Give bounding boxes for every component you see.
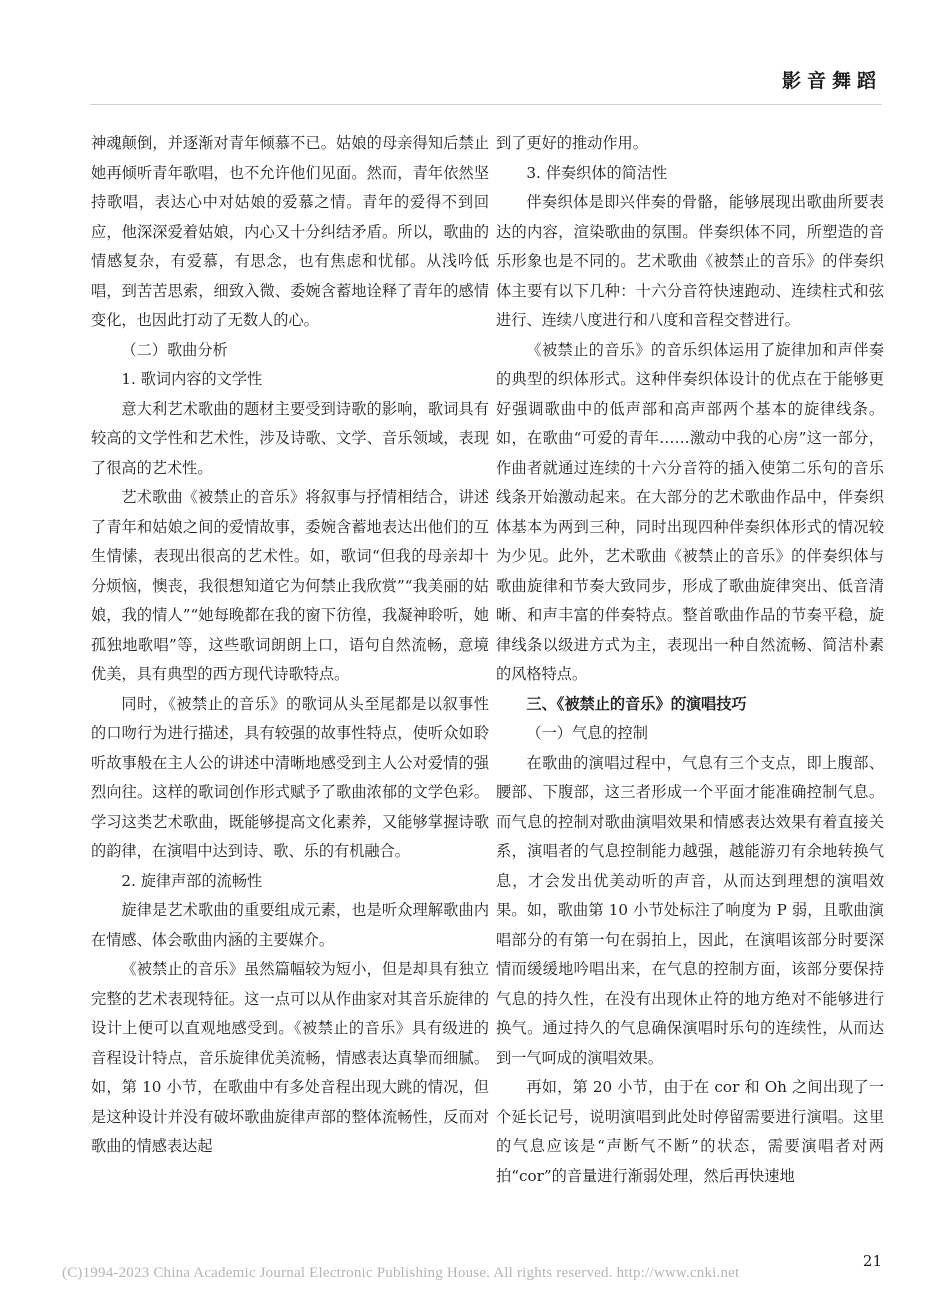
paragraph: 神魂颠倒，并逐渐对青年倾慕不已。姑娘的母亲得知后禁止她再倾听青年歌唱，也不允许他们见面。然而，青年依然坚持歌唱，表达心中对姑娘的爱慕之情。青年的爱得不到回应，他深深爱着姑娘，内心又十分纠结矛盾。所以，歌曲的情感复杂，有爱慕，有思念，也有焦虑和忧郁。从浅吟低唱，到苦苦思索，细致入微、委婉含蓄地诠释了青年的感情变化，也因此打动了无数人的心。 — [91, 134, 489, 329]
paragraph: 在歌曲的演唱过程中，气息有三个支点，即上腹部、腰部、下腹部，这三者形成一个平面才能准确控制气息。而气息的控制对歌曲演唱效果和情感表达效果有着直接关系，演唱者的气息控制能力越强，越能游刃有余地转换气息，才会发出优美动听的声音，从而达到理想的演唱效果。如，歌曲第 10 小节处标注了响度为 P 弱，且歌曲演唱部分的有第一句在弱拍上，因此，在演唱该部分时要深情而缓缓地吟唱出来，在气息的控制方面，该部分要保持气息的持久性，在没有出现休止符的地方绝对不能够进行换气。通过持久的气息确保演唱时乐句的连续性，从而达到一气呵成的演唱效果。 — [496, 753, 884, 1067]
section-heading: 三、《被禁止的音乐》的演唱技巧 — [526, 694, 747, 713]
paragraph: 伴奏织体是即兴伴奏的骨骼，能够展现出歌曲所要表达的内容，渲染歌曲的氛围。伴奏织体不同，所塑造的音乐形象也是不同的。艺术歌曲《被禁止的音乐》的伴奏织体主要有以下几种：十六分音符快速跑动、连续柱式和弦进行、连续八度进行和八度和音程交替进行。 — [496, 193, 884, 329]
paragraph: 意大利艺术歌曲的题材主要受到诗歌的影响，歌词具有较高的文学性和艺术性，涉及诗歌、文学、音乐领域，表现了很高的艺术性。 — [91, 399, 489, 477]
page-number: 21 — [862, 1252, 882, 1270]
subsection-heading: 1. 歌词内容的文学性 — [121, 370, 263, 388]
paragraph: 旋律是艺术歌曲的重要组成元素，也是听众理解歌曲内在情感、体会歌曲内涵的主要媒介。 — [91, 901, 489, 949]
subsection-heading: 2. 旋律声部的流畅性 — [121, 871, 263, 890]
left-column — [91, 129, 489, 1162]
paragraph: 艺术歌曲《被禁止的音乐》将叙事与抒情相结合，讲述了青年和姑娘之间的爱情故事，委婉含蓄地表达出他们的互生情愫，表现出很高的艺术性。如，歌词“但我的母亲却十分烦恼，懊丧，我很想知道它为何禁止我欣赏”“我美丽的姑娘，我的情人”“她每晚都在我的窗下彷徨，我凝神聆听，她孤独地歌唱”等，这些歌词朗朗上口，语句自然流畅，意境优美，具有典型的西方现代诗歌特点。 — [91, 488, 489, 683]
paragraph: 再如，第 20 小节，由于在 cor 和 Oh 之间出现了一个延长记号，说明演唱到此处时停留需要进行演唱。这里的气息应该是“声断气不断”的状态，需要演唱者对两拍“cor”的音量进行渐弱处理，然后再快速地 — [496, 1078, 884, 1185]
right-column — [496, 129, 884, 1191]
paragraph: 到了更好的推动作用。 — [496, 134, 648, 152]
paragraph: 《被禁止的音乐》虽然篇幅较为短小，但是却具有独立完整的艺术表现特征。这一点可以从作曲家对其音乐旋律的设计上便可以直观地感受到。《被禁止的音乐》具有级进的音程设计特点，音乐旋律优美流畅，情感表达真挚而细腻。如，第 10 小节，在歌曲中有多处音程出现大跳的情况，但是这种设计并没有破坏歌曲旋律声部的整体流畅性，反而对歌曲的情感表达起 — [91, 960, 489, 1155]
paragraph: 同时，《被禁止的音乐》的歌词从头至尾都是以叙事性的口吻行为进行描述，具有较强的故事性特点，使听众如聆听故事般在主人公的讲述中清晰地感受到主人公对爱情的强烈向往。这样的歌词创作形式赋予了歌曲浓郁的文学色彩。学习这类艺术歌曲，既能够提高文化素养，又能够掌握诗歌的韵律，在演唱中达到诗、歌、乐的有机融合。 — [91, 694, 489, 860]
header-divider — [90, 104, 882, 105]
copyright-footer: (C)1994-2023 China Academic Journal Electronic Publishing House. All rights reserved. http://www.cnki.net — [62, 1265, 740, 1281]
subsection-heading: （一）气息的控制 — [526, 724, 648, 742]
subsection-heading: 3. 伴奏织体的简洁性 — [526, 163, 668, 182]
paragraph: 《被禁止的音乐》的音乐织体运用了旋律加和声伴奏的典型的织体形式。这种伴奏织体设计的优点在于能够更好强调歌曲中的低声部和高声部两个基本的旋律线条。如，在歌曲“可爱的青年……激动中我的心房”这一部分，作曲者就通过连续的十六分音符的插入使第二乐句的音乐线条开始激动起来。在大部分的艺术歌曲作品中，伴奏织体基本为两到三种，同时出现四种伴奏织体形式的情况较为少见。此外，艺术歌曲《被禁止的音乐》的伴奏织体与歌曲旋律和节奏大致同步，形成了歌曲旋律突出、低音清晰、和声丰富的伴奏特点。整首歌曲作品的节奏平稳，旋律线条以级进方式为主，表现出一种自然流畅、简洁朴素的风格特点。 — [496, 340, 884, 683]
journal-section-title: 影音舞蹈 — [781, 70, 882, 92]
section-heading: （二）歌曲分析 — [121, 340, 228, 359]
